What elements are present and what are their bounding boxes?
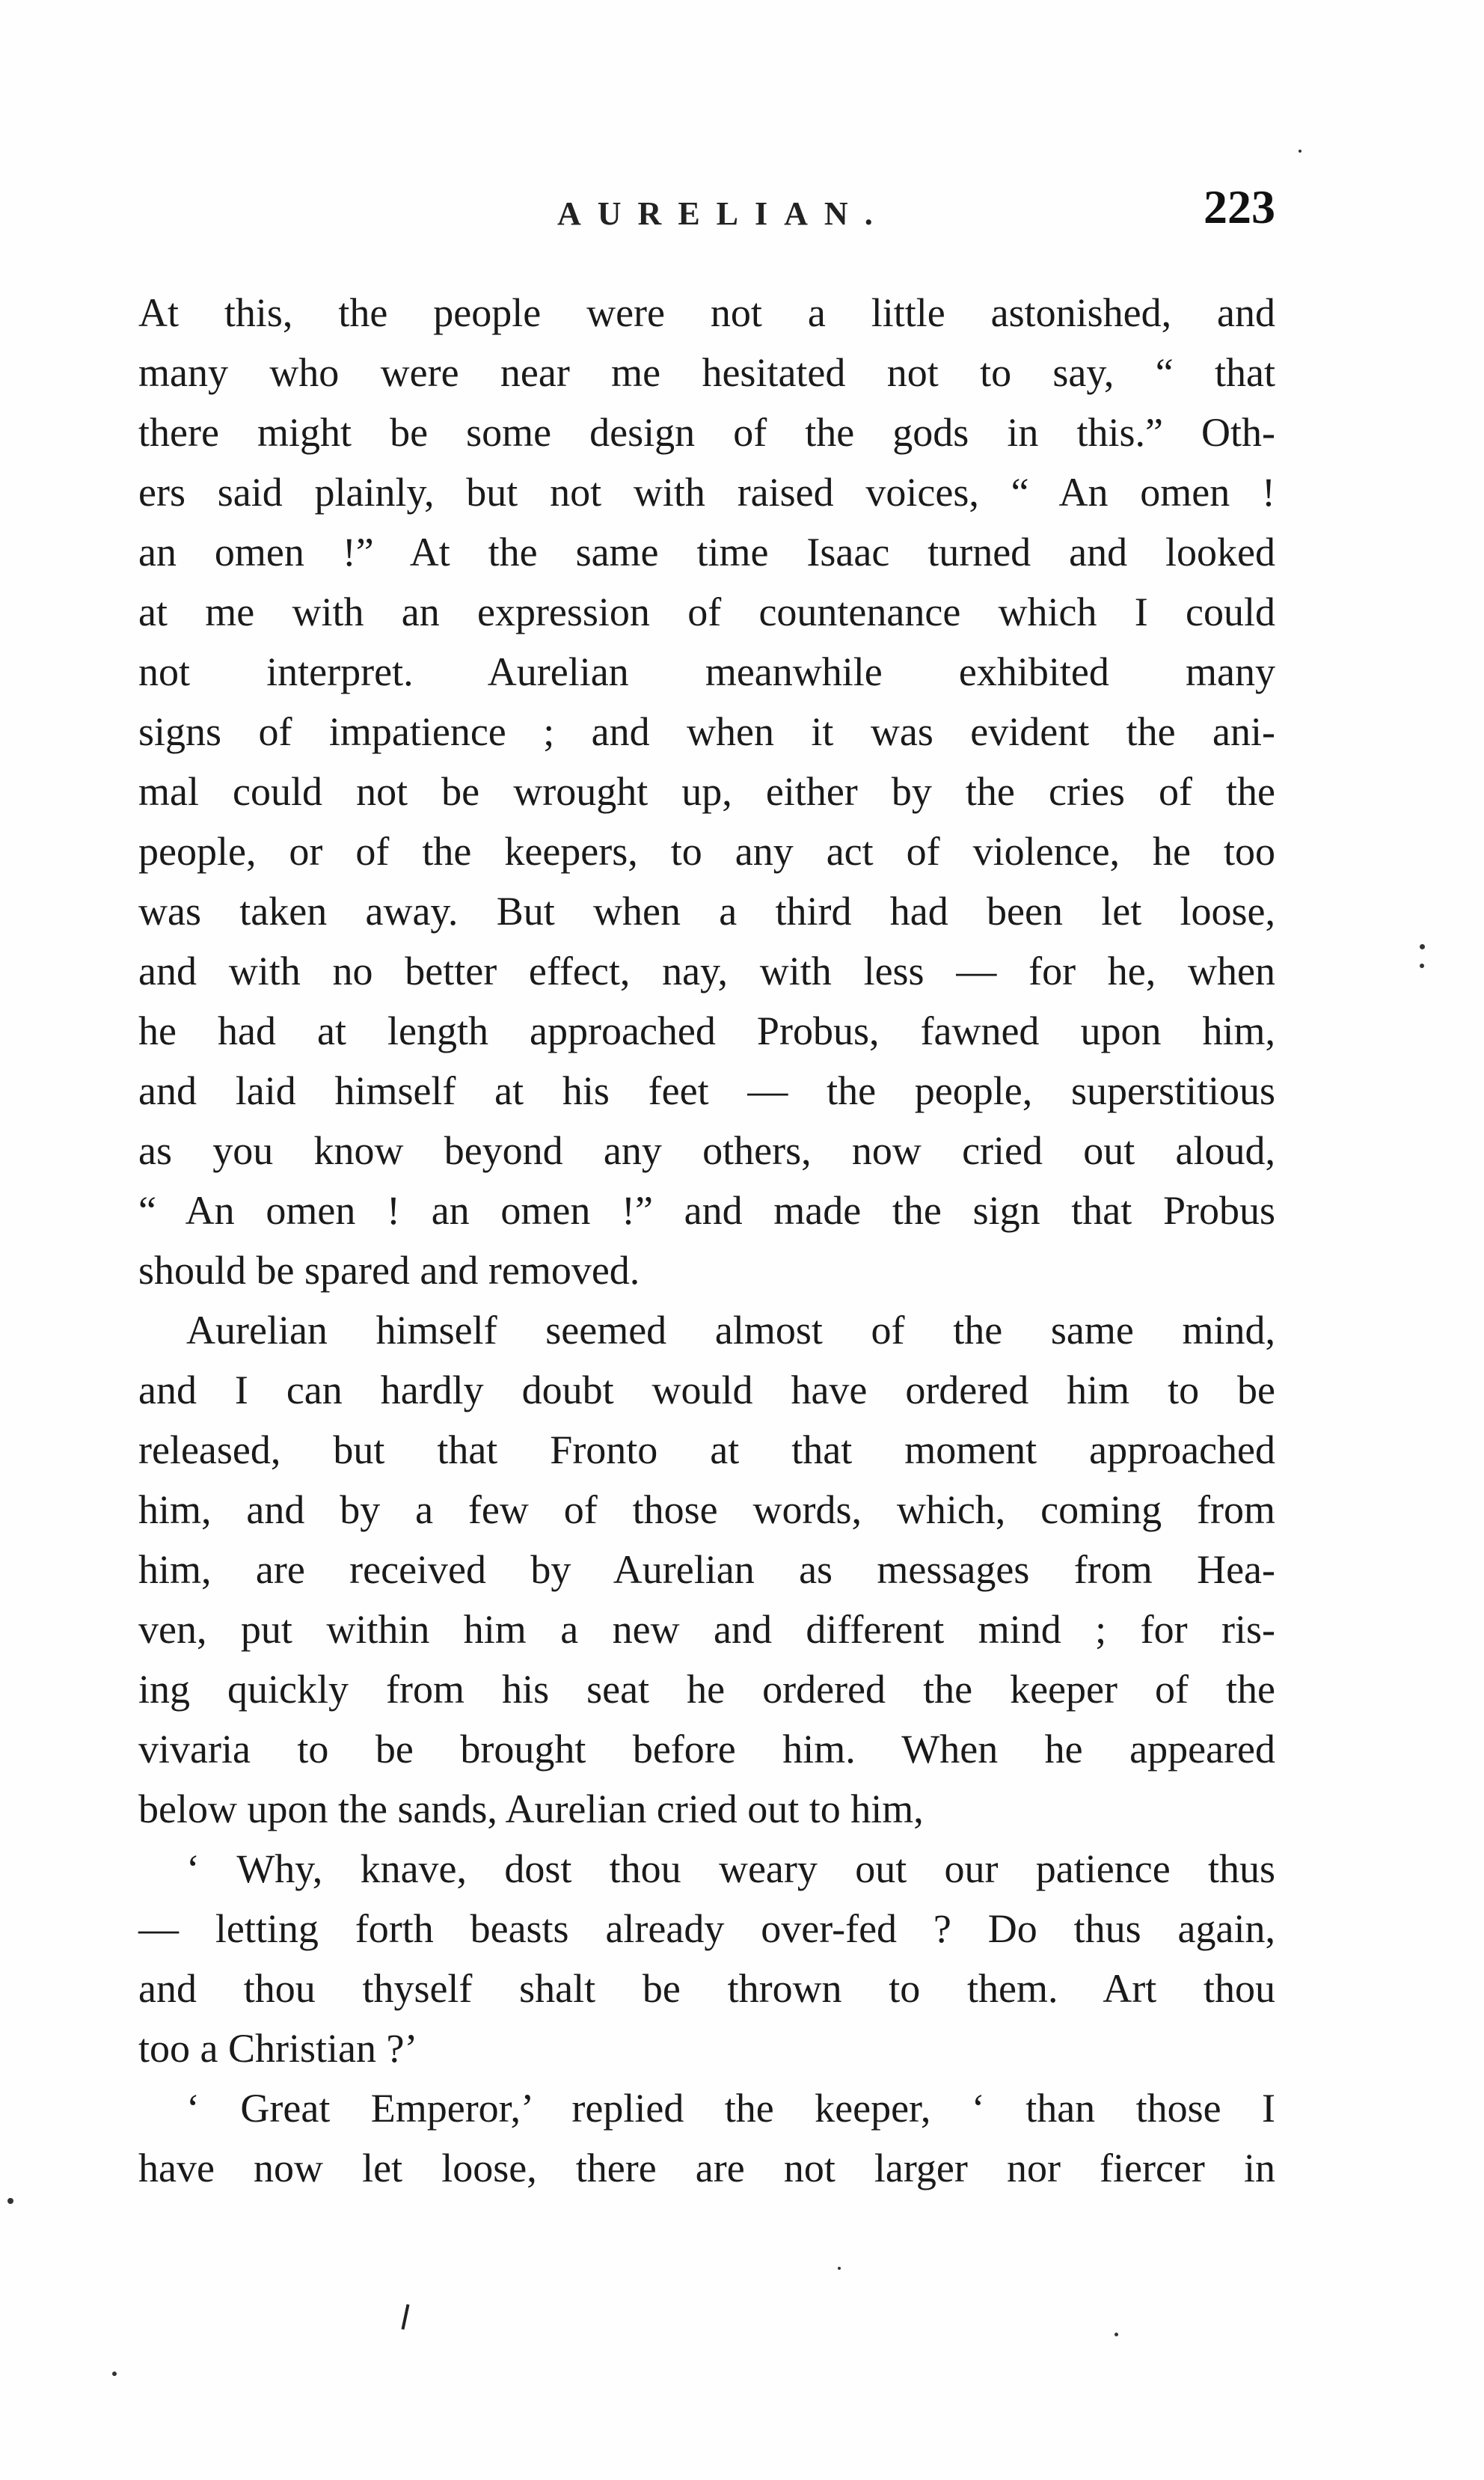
text-line: as you know beyond any others, now cried out aloud,: [138, 1128, 1275, 1173]
scan-speck: [1420, 964, 1424, 968]
text-line: released, but that Fronto at that moment approached: [138, 1427, 1275, 1472]
text-line: and thou thyself shalt be thrown to them. Art thou: [138, 1966, 1275, 2011]
text-line: many who were near me hesitated not to say, “ that: [138, 350, 1275, 395]
text-line: ers said plainly, but not with raised voices, “ An omen !: [138, 470, 1275, 515]
text-line: should be spared and removed.: [138, 1248, 640, 1293]
scan-speck: [1298, 150, 1301, 153]
text-line: he had at length approached Probus, fawned upon him,: [138, 1008, 1275, 1053]
text-line: signs of impatience ; and when it was evident the ani-: [138, 709, 1275, 754]
text-line: have now let loose, there are not larger nor fiercer in: [138, 2146, 1275, 2190]
text-line: was taken away. But when a third had been let loose,: [138, 889, 1275, 934]
text-line: him, are received by Aurelian as messages from Hea-: [138, 1547, 1275, 1592]
page-number: 223: [1204, 180, 1275, 233]
scan-speck: [112, 2372, 117, 2376]
running-head: AURELIAN.: [557, 195, 889, 232]
text-line: there might be some design of the gods in this.” Oth-: [138, 410, 1275, 455]
text-line: ‘ Why, knave, dost thou weary out our patience thus: [186, 1846, 1275, 1891]
scan-speck: [1114, 2333, 1118, 2336]
text-line: him, and by a few of those words, which, coming from: [138, 1487, 1275, 1532]
text-line: ‘ Great Emperor,’ replied the keeper, ‘ than those I: [186, 2086, 1275, 2131]
text-line: mal could not be wrought up, either by the cries of the: [138, 769, 1275, 814]
text-line: At this, the people were not a little astonished, and: [138, 290, 1275, 335]
scan-speck: [1420, 944, 1425, 949]
scan-speck: [7, 2198, 13, 2204]
scan-mark: [402, 2304, 410, 2330]
text-line: ven, put within him a new and different mind ; for ris-: [138, 1607, 1275, 1652]
text-line: people, or of the keepers, to any act of violence, he too: [138, 829, 1275, 874]
text-line: not interpret. Aurelian meanwhile exhibited many: [138, 649, 1275, 694]
text-line: Aurelian himself seemed almost of the same mind,: [186, 1308, 1275, 1353]
text-line: below upon the sands, Aurelian cried out to him,: [138, 1786, 924, 1831]
page-header: [138, 180, 1275, 247]
scan-speck: [838, 2267, 841, 2270]
text-line: and laid himself at his feet — the people, superstitious: [138, 1068, 1275, 1113]
text-line: and with no better effect, nay, with less — for he, when: [138, 949, 1275, 993]
body-text: [138, 283, 1275, 2198]
text-line: too a Christian ?’: [138, 2026, 418, 2071]
text-line: at me with an expression of countenance which I could: [138, 590, 1275, 634]
text-line: ing quickly from his seat he ordered the keeper of the: [138, 1667, 1275, 1712]
text-line: an omen !” At the same time Isaac turned and looked: [138, 530, 1275, 575]
text-line: and I can hardly doubt would have ordered him to be: [138, 1368, 1275, 1412]
text-line: — letting forth beasts already over-fed ? Do thus again,: [138, 1906, 1275, 1951]
text-line: vivaria to be brought before him. When he appeared: [138, 1727, 1275, 1772]
text-line: “ An omen ! an omen !” and made the sign that Probus: [138, 1188, 1275, 1233]
